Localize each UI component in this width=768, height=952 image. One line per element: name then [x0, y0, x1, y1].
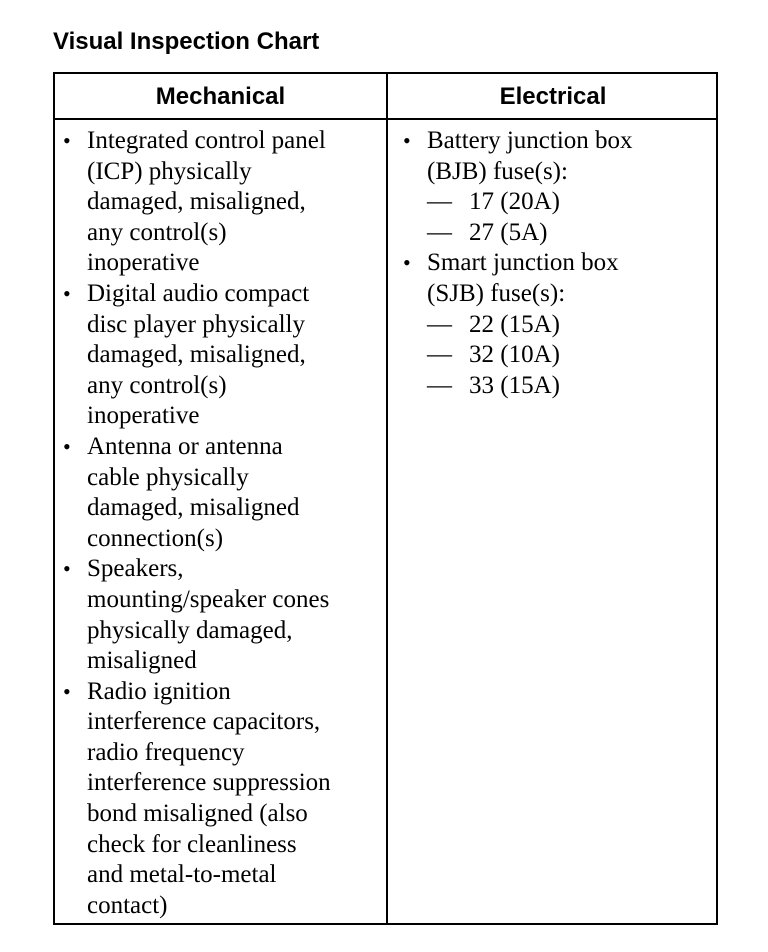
item-line: inoperative — [87, 402, 200, 430]
fuse-value: 32 (10A) — [469, 341, 560, 369]
electrical-item-bjb — [403, 126, 715, 248]
item-line: any control(s) — [87, 218, 227, 246]
mechanical-item-speakers — [63, 554, 383, 676]
bullet-icon: • — [63, 433, 71, 459]
fuse-value: 33 (15A) — [469, 371, 560, 399]
electrical-column — [403, 126, 715, 401]
electrical-item-sjb — [403, 248, 715, 401]
item-line: disc player physically — [87, 310, 305, 338]
item-line: (BJB) fuse(s): — [427, 157, 568, 185]
dash-icon: — — [427, 310, 452, 338]
dash-icon: — — [427, 371, 452, 399]
item-line: inoperative — [87, 249, 200, 277]
chart-title: Visual Inspection Chart — [53, 28, 320, 55]
item-line: contact) — [87, 891, 168, 919]
item-line: Battery junction box — [427, 127, 633, 154]
item-line: (SJB) fuse(s): — [427, 279, 566, 307]
item-line: interference capacitors, — [87, 708, 321, 736]
fuse-line — [427, 371, 715, 402]
item-line: damaged, misaligned — [87, 494, 300, 522]
item-line: damaged, misaligned, — [87, 341, 306, 369]
bullet-icon: • — [403, 128, 411, 153]
item-line: damaged, misaligned, — [87, 188, 306, 216]
dash-icon: — — [427, 341, 452, 369]
header-divider — [55, 118, 716, 120]
item-line: Radio ignition — [87, 677, 231, 705]
item-line: mounting/speaker cones — [87, 585, 330, 613]
item-line: Digital audio compact — [87, 279, 310, 307]
dash-icon: — — [427, 218, 452, 246]
mechanical-item-icp — [63, 126, 383, 279]
mechanical-item-antenna — [63, 432, 383, 554]
bullet-icon: • — [63, 556, 71, 582]
fuse-line — [427, 187, 715, 218]
item-line: interference suppression — [87, 769, 331, 797]
fuse-line — [427, 218, 715, 249]
mechanical-header: Mechanical — [155, 83, 286, 110]
item-line: bond misaligned (also — [87, 800, 308, 828]
fuse-value: 17 (20A) — [469, 188, 560, 216]
item-line: physically damaged, — [87, 616, 293, 644]
item-line: and metal-to-metal — [87, 861, 277, 889]
mechanical-column — [63, 126, 383, 921]
inspection-table — [53, 72, 718, 925]
bullet-icon: • — [63, 128, 71, 153]
bullet-icon: • — [63, 678, 71, 704]
item-line: Integrated control panel — [87, 127, 326, 154]
item-line: check for cleanliness — [87, 830, 297, 858]
mechanical-item-radio-ignition — [63, 677, 383, 922]
electrical-header: Electrical — [499, 83, 607, 110]
dash-icon: — — [427, 188, 452, 216]
fuse-line — [427, 310, 715, 341]
item-line: Antenna or antenna — [87, 432, 283, 460]
fuse-value: 22 (15A) — [469, 310, 560, 338]
bullet-icon: • — [63, 280, 71, 306]
item-line: any control(s) — [87, 371, 227, 399]
item-line: cable physically — [87, 463, 249, 491]
item-line: radio frequency — [87, 738, 245, 766]
fuse-value: 27 (5A) — [469, 218, 548, 246]
item-line: misaligned — [87, 647, 197, 675]
fuse-line — [427, 340, 715, 371]
item-line: Smart junction box — [427, 249, 619, 277]
item-line: Speakers, — [87, 555, 184, 583]
item-line: (ICP) physically — [87, 157, 252, 185]
item-line: connection(s) — [87, 524, 224, 552]
mechanical-item-cd-player — [63, 279, 383, 432]
column-divider — [386, 74, 388, 923]
bullet-icon: • — [403, 250, 411, 276]
